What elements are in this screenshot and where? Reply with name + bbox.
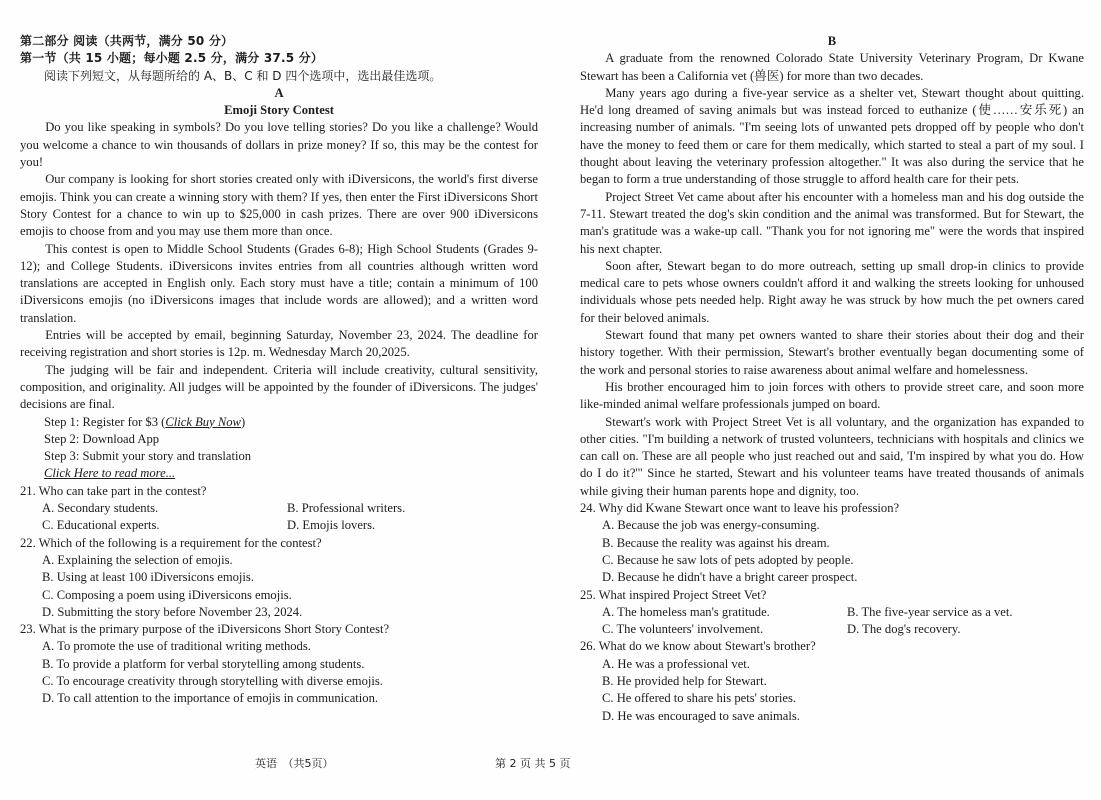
- passage-letter-a: A: [274, 85, 284, 100]
- right-column: [580, 33, 1084, 725]
- step-3: Step 3: Submit your story and translation: [44, 449, 252, 464]
- option: A. He was a professional vet.: [602, 656, 750, 671]
- question-block-24: [580, 500, 1084, 586]
- option: D. The dog's recovery.: [847, 622, 961, 637]
- options: [42, 500, 538, 535]
- paragraph: Stewart's work with Project Street Vet is all voluntary, and the organization has expanded to other cities. "I'm building a network of trusted volunteers, technicians with hospitals and clinics we can call on. These are all people who just reached out and said, 'I'm inspired by what you do. How do I do it?'" Since he started, Stewart and his volunteer teams have treated thousands of animals while giving their human parents hope and dignity, too.: [580, 414, 1084, 498]
- question: 21. Who can take part in the contest?: [20, 483, 207, 498]
- option: A. To promote the use of traditional writing methods.: [42, 639, 311, 654]
- paragraph: A graduate from the renowned Colorado State University Veterinary Program, Dr Kwane Stewart has been a California vet (兽医) for more than two decades.: [580, 51, 1084, 83]
- option: B. Because the reality was against his dream.: [602, 535, 830, 550]
- paragraph: His brother encouraged him to join forces with others to provide street care, and soon more like-minded animal welfare professionals jumped on board.: [580, 379, 1084, 412]
- paragraph: The judging will be fair and independent. Criteria will include creativity, cultural sensitivity, composition, and originality. All judges will be appointed by the founder of iDiversicons. The judges' decisions are final.: [20, 362, 538, 412]
- paragraph: Many years ago during a five-year service as a shelter vet, Stewart thought about quitting. He'd long dreamed of saving animals but was instead forced to euthanize (使……安乐死) an increasing number of animals. "I'm seeing lots of unwanted pets dropped off by people who don't have the money to feed them or care for them medically, which started to steal a part of my soul. I thought about leaving the veterinary profession altogether." It was also during the service that he began to form a true understanding of those struggle to afford health care for their pets.: [580, 85, 1084, 187]
- option: A. The homeless man's gratitude.: [602, 604, 770, 619]
- option: C. Because he saw lots of pets adopted by people.: [602, 552, 854, 567]
- options: [42, 552, 538, 621]
- option: B. He provided help for Stewart.: [602, 673, 767, 688]
- option: B. To provide a platform for verbal storytelling among students.: [42, 656, 365, 671]
- option: D. To call attention to the importance of emojis in communication.: [42, 691, 379, 706]
- option: B. The five-year service as a vet.: [847, 604, 1013, 619]
- section-heading: 第一节（共 15 小题；每小题 2.5 分，满分 37.5 分）: [20, 51, 324, 66]
- option: A. Secondary students.: [42, 501, 159, 516]
- question: 23. What is the primary purpose of the iDiversicons Short Story Contest?: [20, 622, 390, 637]
- question: 24. Why did Kwane Stewart once want to leave his profession?: [580, 501, 900, 516]
- footer-subject: 英语 （共5页）: [255, 757, 334, 770]
- passage-title: Emoji Story Contest: [224, 103, 334, 118]
- passage-letter-b: B: [827, 34, 837, 48]
- option: C. He offered to share his pets' stories.: [602, 691, 797, 706]
- option: A. Explaining the selection of emojis.: [42, 552, 233, 567]
- option: D. Emojis lovers.: [287, 518, 376, 533]
- question-block-26: [580, 638, 1084, 724]
- question-block-22: [20, 535, 538, 621]
- paragraph: Entries will be accepted by email, beginning Saturday, November 23, 2024. The deadline for receiving registration and short stories is 12p. m. Wednesday March 20,2025.: [20, 328, 538, 360]
- options: [602, 517, 1084, 586]
- options: [42, 638, 538, 707]
- option: D. Because he didn't have a bright career prospect.: [602, 570, 858, 585]
- read-more-link[interactable]: Click Here to read more...: [44, 466, 176, 481]
- option: D. Submitting the story before November 23, 2024.: [42, 604, 303, 619]
- options: [602, 604, 1084, 639]
- part-heading: 第二部分 阅读（共两节，满分 50 分）: [20, 34, 234, 48]
- buy-now-link[interactable]: Click Buy Now: [165, 414, 241, 429]
- option: B. Professional writers.: [287, 501, 406, 516]
- option: C. Composing a poem using iDiversicons emojis.: [42, 587, 292, 602]
- option: B. Using at least 100 iDiversicons emojis.: [42, 570, 254, 585]
- step-1-text: Step 1: Register for $3 (: [44, 414, 166, 429]
- footer-page-number: 第 2 页 共 5 页: [495, 757, 571, 770]
- paragraph: Soon after, Stewart began to do more outreach, setting up small drop-in clinics to provide medical care to pets whose owners couldn't afford it and walking the streets looking for unhoused individuals whose pets needed help. Right away he was struck by how much the pet owners cared for their beloved animals.: [580, 258, 1084, 325]
- paragraph: Project Street Vet came about after his encounter with a homeless man and his dog outside the 7-11. Stewart treated the dog's skin condition and the animal was transformed. But for Stewart, the man's gratitude was a wake-up call. "Thank you for not ignoring me" were the words that inspired his next chapter.: [580, 189, 1084, 256]
- option: D. He was encouraged to save animals.: [602, 708, 800, 723]
- step-2: Step 2: Download App: [44, 431, 160, 446]
- paragraph: Stewart found that many pet owners wanted to share their stories about their dog and their history together. With their permission, Stewart's brother eventually began documenting some of the work and personal stories to raise awareness about animal welfare and homelessness.: [580, 328, 1084, 377]
- option: A. Because the job was energy-consuming.: [602, 518, 820, 533]
- instruction-text: 阅读下列短文，从每题所给的 A、B、C 和 D 四个选项中，选出最佳选项。: [44, 68, 442, 83]
- left-column: [20, 33, 538, 708]
- question: 26. What do we know about Stewart's brother?: [580, 639, 816, 654]
- option: C. To encourage creativity through storytelling with diverse emojis.: [42, 673, 383, 688]
- option: C. Educational experts.: [42, 518, 160, 533]
- question-block-23: [20, 621, 538, 707]
- paragraph: Our company is looking for short stories created only with iDiversicons, the world's first diverse emojis. Think you can create a winning story with them? If yes, then enter the First iDiversicons Short Story Contest for a chance to win up to $25,000 in cash prizes. There are over 900 iDiversicons emojis to choose from and you may use them more than once.: [20, 172, 538, 239]
- options: [602, 656, 1084, 725]
- question-block-21: [20, 483, 538, 535]
- paragraph: Do you like speaking in symbols? Do you love telling stories? Do you like a challenge? Would you welcome a chance to win thousands of dollars in prize money? If so, this may be the contest for you!: [20, 120, 538, 170]
- question: 22. Which of the following is a requirement for the contest?: [20, 535, 322, 550]
- question: 25. What inspired Project Street Vet?: [580, 587, 767, 602]
- step-1-end: ): [240, 414, 246, 429]
- step-1: [44, 414, 538, 431]
- option: C. The volunteers' involvement.: [602, 622, 764, 637]
- paragraph: This contest is open to Middle School Students (Grades 6-8); High School Students (Grades 9-12); and College Students. iDiversicons invites entries from all countries although written word translations are accepted in English only. Each story must have a title; contain a minimum of 100 iDiversicons emojis (no iDiversicons images that include words are allowed); and a written word translation.: [20, 241, 538, 325]
- question-block-25: [580, 587, 1084, 639]
